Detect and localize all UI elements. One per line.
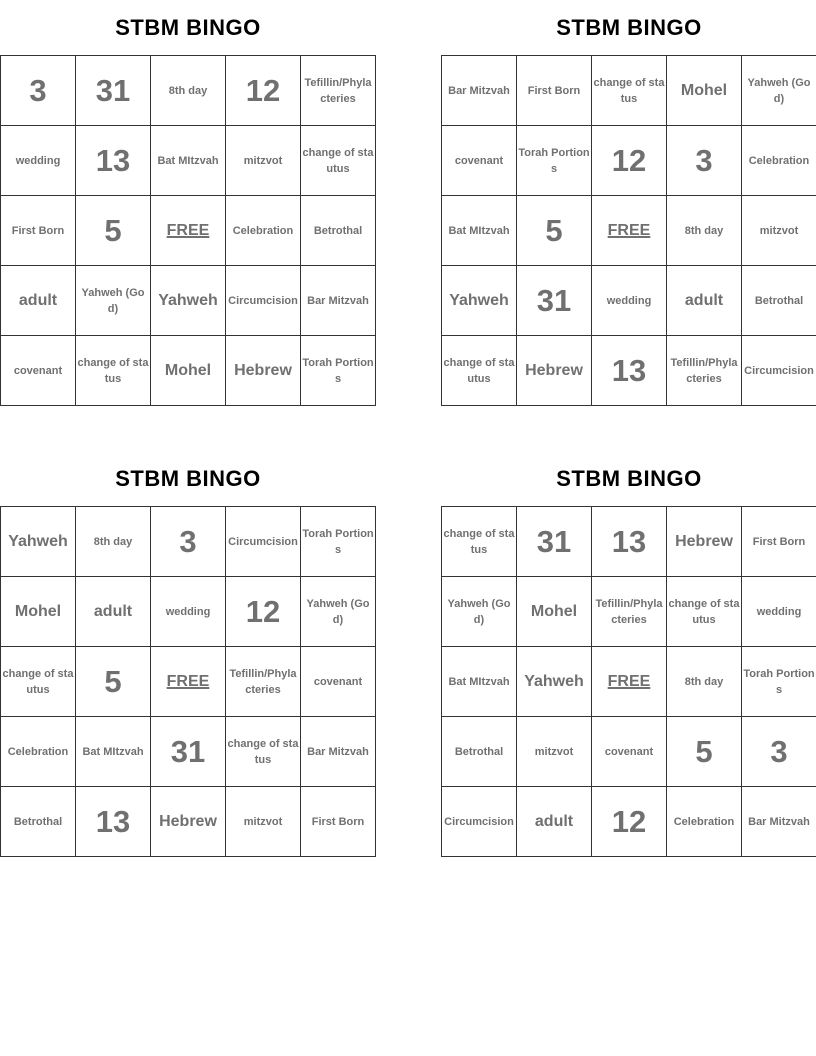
bingo-cell: First Born xyxy=(517,56,592,126)
bingo-cell: Yahweh (God) xyxy=(742,56,816,126)
bingo-grid xyxy=(441,55,816,406)
bingo-cell: 5 xyxy=(76,647,151,717)
bingo-cell: wedding xyxy=(592,266,667,336)
bingo-cell: 13 xyxy=(76,126,151,196)
bingo-cell: Circumcision xyxy=(226,507,301,577)
bingo-cell: Bat MItzvah xyxy=(442,196,517,266)
bingo-cell: Yahweh (God) xyxy=(442,577,517,647)
bingo-grid xyxy=(0,55,376,406)
bingo-cell: change of stautus xyxy=(667,577,742,647)
bingo-cell: wedding xyxy=(742,577,816,647)
bingo-cell: Bar Mitzvah xyxy=(442,56,517,126)
bingo-cell: 13 xyxy=(592,336,667,406)
bingo-cell: Hebrew xyxy=(667,507,742,577)
bingo-cell: Celebration xyxy=(1,717,76,787)
bingo-cell: Mohel xyxy=(151,336,226,406)
bingo-cell: 8th day xyxy=(667,647,742,717)
bingo-cell: 5 xyxy=(667,717,742,787)
bingo-cell: 31 xyxy=(151,717,226,787)
card-title: STBM BINGO xyxy=(556,15,702,40)
bingo-cell: Torah Portions xyxy=(742,647,816,717)
bingo-grid xyxy=(0,506,376,857)
bingo-cell: First Born xyxy=(1,196,76,266)
bingo-cell: change of status xyxy=(76,336,151,406)
free-space: FREE xyxy=(151,647,226,717)
bingo-cell: Yahweh (God) xyxy=(301,577,376,647)
bingo-cell: covenant xyxy=(301,647,376,717)
bingo-cell: mitzvot xyxy=(742,196,816,266)
bingo-cell: mitzvot xyxy=(226,126,301,196)
bingo-cell: Yahweh xyxy=(1,507,76,577)
bingo-cell: 13 xyxy=(592,507,667,577)
bingo-grid xyxy=(441,506,816,857)
bingo-cell: 31 xyxy=(517,266,592,336)
bingo-cell: Circumcision xyxy=(742,336,816,406)
bingo-cell: Yahweh (God) xyxy=(76,266,151,336)
bingo-cell: 3 xyxy=(1,56,76,126)
bingo-cell: adult xyxy=(76,577,151,647)
bingo-cell: Hebrew xyxy=(226,336,301,406)
free-space: FREE xyxy=(592,647,667,717)
bingo-cell: Bar Mitzvah xyxy=(301,266,376,336)
bingo-cell: Tefillin/Phylacteries xyxy=(226,647,301,717)
bingo-cell: Betrothal xyxy=(301,196,376,266)
bingo-cell: Torah Portions xyxy=(301,336,376,406)
bingo-cell: 3 xyxy=(742,717,816,787)
bingo-cell: Celebration xyxy=(226,196,301,266)
bingo-cell: Bat MItzvah xyxy=(442,647,517,717)
bingo-cell: Yahweh xyxy=(442,266,517,336)
free-space: FREE xyxy=(151,196,226,266)
bingo-card-2 xyxy=(441,10,816,406)
bingo-cell: 12 xyxy=(592,787,667,857)
bingo-card-4 xyxy=(441,461,816,857)
bingo-cell: wedding xyxy=(151,577,226,647)
bingo-cell: Torah Portions xyxy=(517,126,592,196)
bingo-cell: 3 xyxy=(151,507,226,577)
bingo-cell: 3 xyxy=(667,126,742,196)
bingo-cell: Bar Mitzvah xyxy=(301,717,376,787)
bingo-cell: Yahweh xyxy=(517,647,592,717)
free-space: FREE xyxy=(592,196,667,266)
bingo-cell: 13 xyxy=(76,787,151,857)
bingo-cell: change of status xyxy=(442,507,517,577)
bingo-cell: change of stautus xyxy=(301,126,376,196)
bingo-cell: 31 xyxy=(517,507,592,577)
bingo-cell: 8th day xyxy=(76,507,151,577)
bingo-cell: change of status xyxy=(592,56,667,126)
bingo-cell: Betrothal xyxy=(442,717,517,787)
bingo-cell: adult xyxy=(667,266,742,336)
bingo-cell: 5 xyxy=(76,196,151,266)
bingo-cell: Mohel xyxy=(517,577,592,647)
bingo-card-1 xyxy=(0,10,376,406)
bingo-cell: Bat MItzvah xyxy=(151,126,226,196)
bingo-cell: 8th day xyxy=(667,196,742,266)
bingo-cell: mitzvot xyxy=(226,787,301,857)
bingo-cell: change of stautus xyxy=(1,647,76,717)
card-title: STBM BINGO xyxy=(556,466,702,491)
bingo-cell: 12 xyxy=(226,56,301,126)
bingo-cell: Mohel xyxy=(667,56,742,126)
bingo-cell: Celebration xyxy=(667,787,742,857)
bingo-cell: wedding xyxy=(1,126,76,196)
bingo-cell: adult xyxy=(1,266,76,336)
bingo-cell: Torah Portions xyxy=(301,507,376,577)
bingo-cell: 12 xyxy=(226,577,301,647)
bingo-card-3 xyxy=(0,461,376,857)
bingo-cell: Hebrew xyxy=(517,336,592,406)
bingo-cell: Betrothal xyxy=(1,787,76,857)
bingo-cell: covenant xyxy=(1,336,76,406)
bingo-cell: 31 xyxy=(76,56,151,126)
bingo-cell: change of status xyxy=(226,717,301,787)
bingo-cell: 12 xyxy=(592,126,667,196)
card-title: STBM BINGO xyxy=(115,15,261,40)
bingo-cell: Betrothal xyxy=(742,266,816,336)
bingo-cell: Circumcision xyxy=(226,266,301,336)
bingo-cell: Bat MItzvah xyxy=(76,717,151,787)
bingo-cell: Circumcision xyxy=(442,787,517,857)
bingo-cell: change of stautus xyxy=(442,336,517,406)
bingo-cell: 8th day xyxy=(151,56,226,126)
bingo-cell: covenant xyxy=(442,126,517,196)
bingo-cell: First Born xyxy=(742,507,816,577)
bingo-cell: Tefillin/Phylacteries xyxy=(667,336,742,406)
bingo-cell: Bar Mitzvah xyxy=(742,787,816,857)
card-title: STBM BINGO xyxy=(115,466,261,491)
bingo-cell: adult xyxy=(517,787,592,857)
bingo-cell: First Born xyxy=(301,787,376,857)
bingo-cell: Tefillin/Phylacteries xyxy=(592,577,667,647)
bingo-cell: Tefillin/Phylacteries xyxy=(301,56,376,126)
bingo-cell: Celebration xyxy=(742,126,816,196)
bingo-cell: Mohel xyxy=(1,577,76,647)
bingo-cell: Hebrew xyxy=(151,787,226,857)
bingo-cell: Yahweh xyxy=(151,266,226,336)
bingo-cell: covenant xyxy=(592,717,667,787)
bingo-cell: mitzvot xyxy=(517,717,592,787)
bingo-cell: 5 xyxy=(517,196,592,266)
